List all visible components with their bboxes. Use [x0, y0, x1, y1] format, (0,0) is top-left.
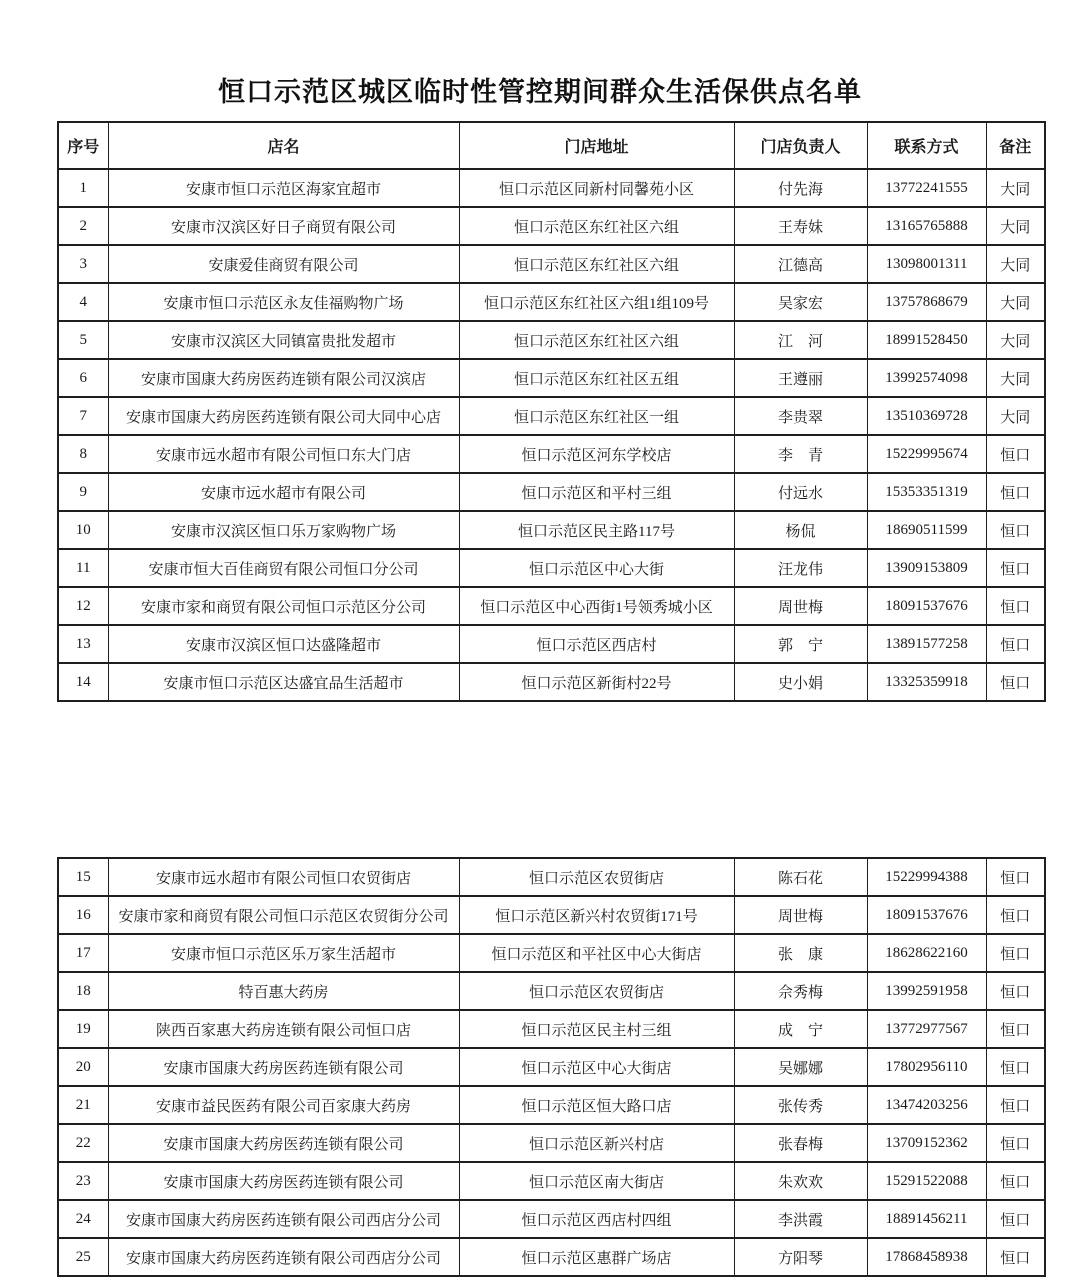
cell-contact-phone: 18891456211 [867, 1200, 986, 1238]
cell-store-name: 安康市远水超市有限公司恒口东大门店 [108, 435, 459, 473]
cell-contact-phone: 13165765888 [867, 207, 986, 245]
table-row [58, 549, 1045, 587]
cell-store-name: 安康市恒口示范区乐万家生活超市 [108, 934, 459, 972]
table-row [58, 972, 1045, 1010]
cell-store-address: 恒口示范区惠群广场店 [459, 1238, 734, 1276]
cell-store-address: 恒口示范区东红社区一组 [459, 397, 734, 435]
header-store-name: 店名 [108, 122, 459, 169]
table-row [58, 587, 1045, 625]
cell-store-address: 恒口示范区新兴村店 [459, 1124, 734, 1162]
header-row-number: 序号 [58, 122, 108, 169]
cell-remark: 恒口 [986, 1124, 1045, 1162]
cell-store-manager: 周世梅 [734, 587, 867, 625]
cell-store-name: 安康市国康大药房医药连锁有限公司 [108, 1124, 459, 1162]
table-row [58, 1124, 1045, 1162]
cell-contact-phone: 13474203256 [867, 1086, 986, 1124]
cell-row-number: 3 [58, 245, 108, 283]
cell-store-name: 安康市恒口示范区永友佳福购物广场 [108, 283, 459, 321]
cell-contact-phone: 13909153809 [867, 549, 986, 587]
cell-store-name: 特百惠大药房 [108, 972, 459, 1010]
cell-store-manager: 佘秀梅 [734, 972, 867, 1010]
cell-store-address: 恒口示范区西店村四组 [459, 1200, 734, 1238]
cell-remark: 恒口 [986, 473, 1045, 511]
table-row [58, 435, 1045, 473]
cell-remark: 恒口 [986, 934, 1045, 972]
cell-remark: 恒口 [986, 1238, 1045, 1276]
cell-store-manager: 周世梅 [734, 896, 867, 934]
cell-row-number: 22 [58, 1124, 108, 1162]
cell-remark: 大同 [986, 245, 1045, 283]
cell-store-address: 恒口示范区河东学校店 [459, 435, 734, 473]
cell-contact-phone: 13510369728 [867, 397, 986, 435]
cell-store-manager: 张春梅 [734, 1124, 867, 1162]
cell-store-address: 恒口示范区南大街店 [459, 1162, 734, 1200]
cell-store-manager: 史小娟 [734, 663, 867, 701]
cell-remark: 恒口 [986, 435, 1045, 473]
cell-row-number: 1 [58, 169, 108, 207]
cell-store-address: 恒口示范区民主路117号 [459, 511, 734, 549]
cell-row-number: 19 [58, 1010, 108, 1048]
cell-store-address: 恒口示范区西店村 [459, 625, 734, 663]
cell-store-name: 安康市国康大药房医药连锁有限公司西店分公司 [108, 1238, 459, 1276]
cell-remark: 大同 [986, 283, 1045, 321]
document-title: 恒口示范区城区临时性管控期间群众生活保供点名单 [218, 77, 862, 107]
cell-store-name: 安康市汉滨区恒口乐万家购物广场 [108, 511, 459, 549]
cell-store-address: 恒口示范区农贸街店 [459, 972, 734, 1010]
cell-store-address: 恒口示范区民主村三组 [459, 1010, 734, 1048]
cell-row-number: 7 [58, 397, 108, 435]
cell-store-address: 恒口示范区同新村同馨苑小区 [459, 169, 734, 207]
table-row [58, 397, 1045, 435]
cell-row-number: 8 [58, 435, 108, 473]
cell-contact-phone: 13891577258 [867, 625, 986, 663]
cell-store-name: 安康市汉滨区好日子商贸有限公司 [108, 207, 459, 245]
cell-remark: 恒口 [986, 858, 1045, 896]
cell-store-manager: 李 青 [734, 435, 867, 473]
cell-store-manager: 王寿妹 [734, 207, 867, 245]
table-row [58, 1162, 1045, 1200]
cell-row-number: 23 [58, 1162, 108, 1200]
cell-store-address: 恒口示范区新街村22号 [459, 663, 734, 701]
cell-contact-phone: 13992591958 [867, 972, 986, 1010]
cell-row-number: 9 [58, 473, 108, 511]
table-row [58, 1048, 1045, 1086]
cell-store-manager: 张传秀 [734, 1086, 867, 1124]
cell-row-number: 17 [58, 934, 108, 972]
cell-store-address: 恒口示范区东红社区六组 [459, 321, 734, 359]
table-row [58, 896, 1045, 934]
cell-store-address: 恒口示范区和平村三组 [459, 473, 734, 511]
cell-store-manager: 江 河 [734, 321, 867, 359]
cell-store-address: 恒口示范区新兴村农贸街171号 [459, 896, 734, 934]
cell-store-address: 恒口示范区恒大路口店 [459, 1086, 734, 1124]
cell-contact-phone: 13772241555 [867, 169, 986, 207]
cell-contact-phone: 13325359918 [867, 663, 986, 701]
cell-remark: 恒口 [986, 1010, 1045, 1048]
table-row [58, 1086, 1045, 1124]
cell-contact-phone: 18690511599 [867, 511, 986, 549]
cell-store-manager: 江德高 [734, 245, 867, 283]
cell-store-name: 安康市国康大药房医药连锁有限公司西店分公司 [108, 1200, 459, 1238]
table-row [58, 169, 1045, 207]
cell-row-number: 5 [58, 321, 108, 359]
cell-store-address: 恒口示范区东红社区六组1组109号 [459, 283, 734, 321]
table-row [58, 511, 1045, 549]
table-row [58, 625, 1045, 663]
cell-remark: 恒口 [986, 1162, 1045, 1200]
cell-remark: 恒口 [986, 549, 1045, 587]
cell-row-number: 15 [58, 858, 108, 896]
cell-remark: 大同 [986, 397, 1045, 435]
cell-row-number: 13 [58, 625, 108, 663]
supply-points-table-page1 [57, 121, 1046, 702]
cell-store-manager: 陈石花 [734, 858, 867, 896]
cell-contact-phone: 13709152362 [867, 1124, 986, 1162]
cell-contact-phone: 17802956110 [867, 1048, 986, 1086]
cell-store-manager: 汪龙伟 [734, 549, 867, 587]
cell-store-name: 安康市国康大药房医药连锁有限公司 [108, 1048, 459, 1086]
cell-contact-phone: 18091537676 [867, 587, 986, 625]
cell-store-address: 恒口示范区东红社区五组 [459, 359, 734, 397]
cell-remark: 恒口 [986, 587, 1045, 625]
cell-contact-phone: 15229994388 [867, 858, 986, 896]
cell-store-manager: 吴娜娜 [734, 1048, 867, 1086]
supply-points-table-page2 [57, 857, 1046, 1277]
cell-row-number: 18 [58, 972, 108, 1010]
cell-store-manager: 李洪霞 [734, 1200, 867, 1238]
table-row [58, 663, 1045, 701]
cell-remark: 大同 [986, 359, 1045, 397]
cell-store-name: 安康市国康大药房医药连锁有限公司汉滨店 [108, 359, 459, 397]
cell-contact-phone: 13098001311 [867, 245, 986, 283]
cell-store-name: 安康市远水超市有限公司恒口农贸街店 [108, 858, 459, 896]
cell-row-number: 2 [58, 207, 108, 245]
cell-store-manager: 杨侃 [734, 511, 867, 549]
cell-store-name: 安康市国康大药房医药连锁有限公司 [108, 1162, 459, 1200]
table-body-page2 [58, 858, 1045, 1276]
table-row [58, 1200, 1045, 1238]
cell-remark: 恒口 [986, 1048, 1045, 1086]
cell-store-name: 安康市汉滨区恒口达盛隆超市 [108, 625, 459, 663]
cell-store-name: 安康市恒口示范区海家宜超市 [108, 169, 459, 207]
header-store-address: 门店地址 [459, 122, 734, 169]
cell-remark: 恒口 [986, 625, 1045, 663]
cell-store-name: 安康市恒大百佳商贸有限公司恒口分公司 [108, 549, 459, 587]
cell-row-number: 16 [58, 896, 108, 934]
cell-contact-phone: 15229995674 [867, 435, 986, 473]
cell-contact-phone: 18628622160 [867, 934, 986, 972]
cell-remark: 恒口 [986, 1086, 1045, 1124]
cell-contact-phone: 17868458938 [867, 1238, 986, 1276]
cell-row-number: 14 [58, 663, 108, 701]
table-row [58, 858, 1045, 896]
cell-store-manager: 王遵丽 [734, 359, 867, 397]
table-row [58, 1010, 1045, 1048]
cell-store-name: 安康市恒口示范区达盛宜品生活超市 [108, 663, 459, 701]
table-body-page1 [58, 169, 1045, 701]
cell-row-number: 12 [58, 587, 108, 625]
cell-contact-phone: 18991528450 [867, 321, 986, 359]
cell-row-number: 20 [58, 1048, 108, 1086]
table-row [58, 1238, 1045, 1276]
cell-store-name: 安康市家和商贸有限公司恒口示范区农贸街分公司 [108, 896, 459, 934]
cell-store-address: 恒口示范区中心大街 [459, 549, 734, 587]
table-row [58, 321, 1045, 359]
cell-store-name: 安康爱佳商贸有限公司 [108, 245, 459, 283]
cell-store-manager: 李贵翠 [734, 397, 867, 435]
cell-store-address: 恒口示范区和平社区中心大街店 [459, 934, 734, 972]
cell-store-name: 安康市国康大药房医药连锁有限公司大同中心店 [108, 397, 459, 435]
cell-contact-phone: 15353351319 [867, 473, 986, 511]
header-store-manager: 门店负责人 [734, 122, 867, 169]
table-row [58, 207, 1045, 245]
cell-store-name: 安康市益民医药有限公司百家康大药房 [108, 1086, 459, 1124]
cell-row-number: 24 [58, 1200, 108, 1238]
cell-store-manager: 付远水 [734, 473, 867, 511]
table-row [58, 245, 1045, 283]
cell-remark: 大同 [986, 321, 1045, 359]
header-contact-phone: 联系方式 [867, 122, 986, 169]
cell-contact-phone: 18091537676 [867, 896, 986, 934]
table-row [58, 359, 1045, 397]
cell-store-name: 安康市家和商贸有限公司恒口示范区分公司 [108, 587, 459, 625]
cell-contact-phone: 15291522088 [867, 1162, 986, 1200]
cell-store-address: 恒口示范区中心大街店 [459, 1048, 734, 1086]
cell-store-manager: 郭 宁 [734, 625, 867, 663]
cell-remark: 恒口 [986, 511, 1045, 549]
cell-store-manager: 张 康 [734, 934, 867, 972]
cell-store-name: 陕西百家惠大药房连锁有限公司恒口店 [108, 1010, 459, 1048]
cell-store-name: 安康市远水超市有限公司 [108, 473, 459, 511]
table-header-row [58, 122, 1045, 169]
header-remark: 备注 [986, 122, 1045, 169]
cell-store-manager: 吴家宏 [734, 283, 867, 321]
cell-row-number: 6 [58, 359, 108, 397]
cell-contact-phone: 13772977567 [867, 1010, 986, 1048]
cell-remark: 恒口 [986, 896, 1045, 934]
cell-store-address: 恒口示范区中心西街1号领秀城小区 [459, 587, 734, 625]
cell-remark: 恒口 [986, 663, 1045, 701]
cell-store-manager: 付先海 [734, 169, 867, 207]
table-row [58, 283, 1045, 321]
cell-row-number: 25 [58, 1238, 108, 1276]
cell-remark: 大同 [986, 169, 1045, 207]
cell-remark: 恒口 [986, 972, 1045, 1010]
cell-store-address: 恒口示范区东红社区六组 [459, 245, 734, 283]
cell-store-manager: 朱欢欢 [734, 1162, 867, 1200]
cell-store-name: 安康市汉滨区大同镇富贵批发超市 [108, 321, 459, 359]
table-row [58, 934, 1045, 972]
cell-store-manager: 方阳琴 [734, 1238, 867, 1276]
cell-remark: 大同 [986, 207, 1045, 245]
cell-row-number: 21 [58, 1086, 108, 1124]
cell-row-number: 4 [58, 283, 108, 321]
cell-store-address: 恒口示范区东红社区六组 [459, 207, 734, 245]
cell-contact-phone: 13757868679 [867, 283, 986, 321]
cell-contact-phone: 13992574098 [867, 359, 986, 397]
table-row [58, 473, 1045, 511]
cell-row-number: 10 [58, 511, 108, 549]
cell-remark: 恒口 [986, 1200, 1045, 1238]
cell-store-manager: 成 宁 [734, 1010, 867, 1048]
cell-row-number: 11 [58, 549, 108, 587]
page-break-gap [0, 702, 1080, 857]
cell-store-address: 恒口示范区农贸街店 [459, 858, 734, 896]
